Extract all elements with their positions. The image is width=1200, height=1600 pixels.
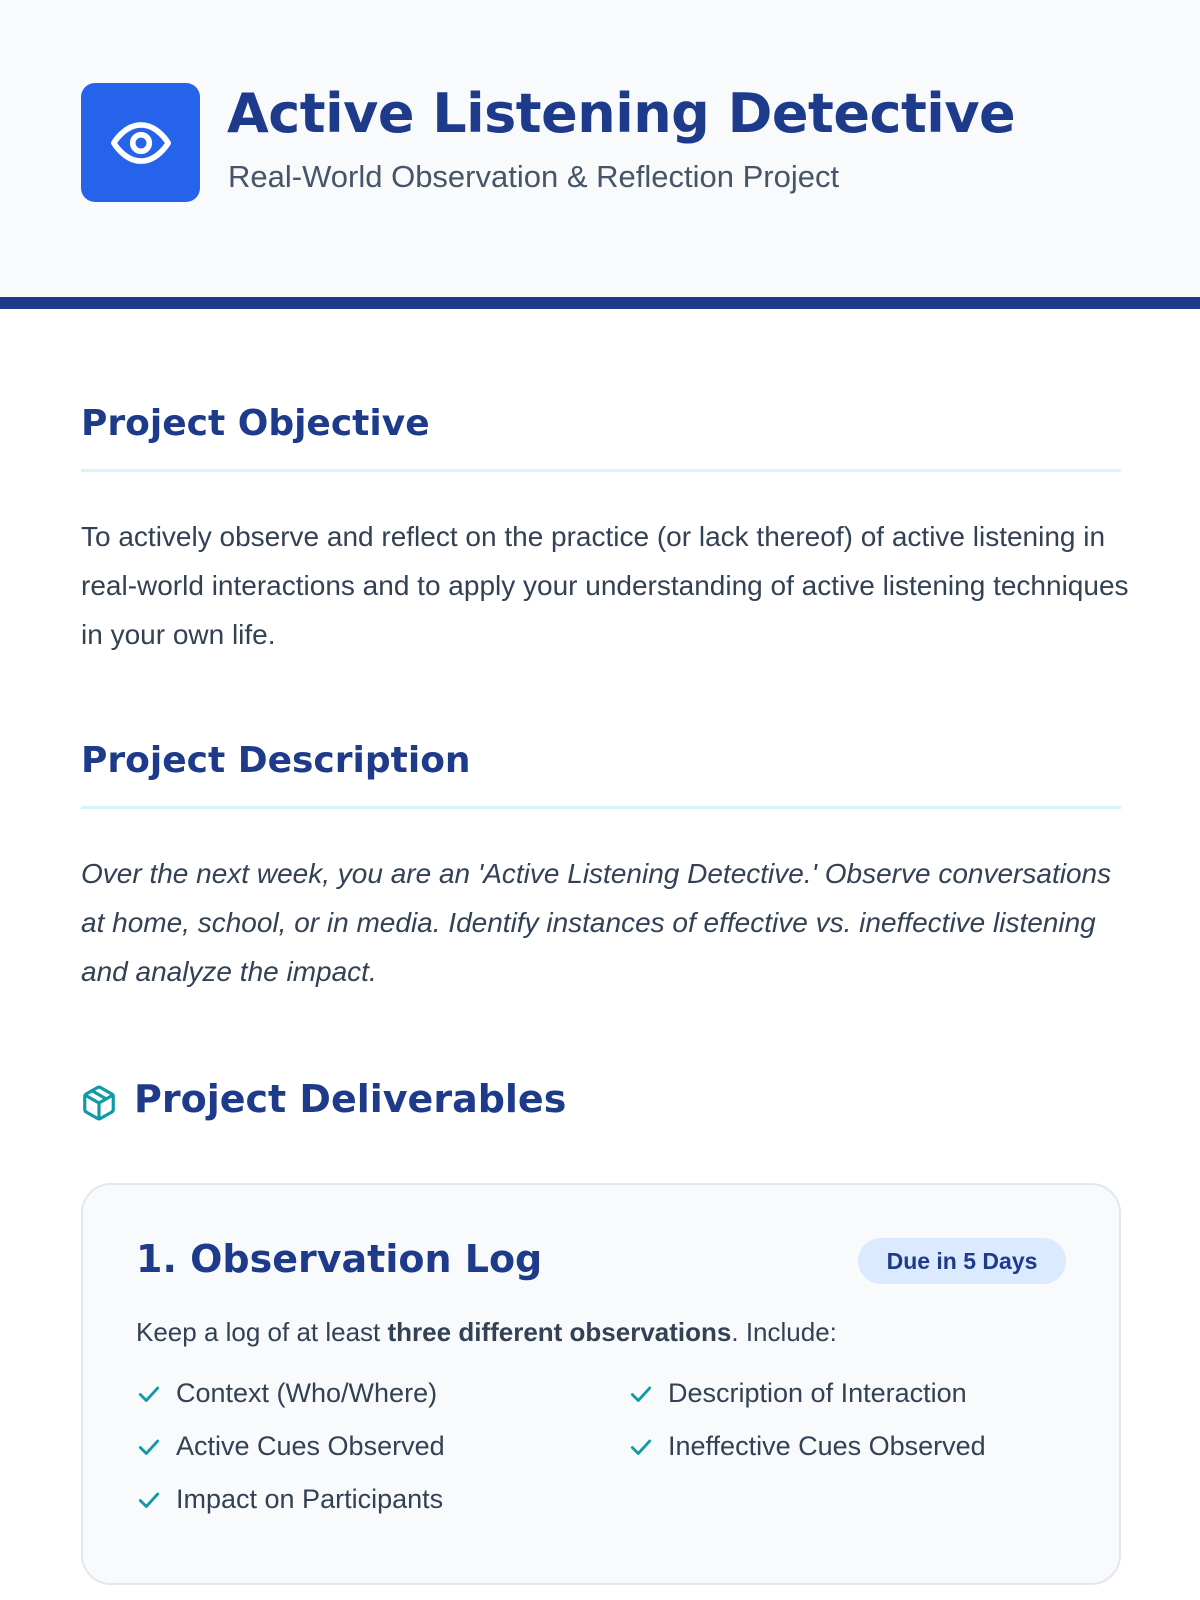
list-item <box>136 1484 443 1515</box>
check-icon <box>628 1381 654 1407</box>
deliverables-heading: Project Deliverables <box>134 1077 567 1121</box>
page-header <box>0 0 1200 309</box>
list-item <box>136 1431 445 1462</box>
card-intro-bold: three different observations <box>387 1317 732 1347</box>
list-item-label: Active Cues Observed <box>176 1431 445 1461</box>
list-item-label: Context (Who/Where) <box>176 1378 438 1408</box>
list-item <box>136 1378 437 1409</box>
objective-heading: Project Objective <box>81 403 430 444</box>
due-badge: Due in 5 Days <box>858 1238 1066 1284</box>
check-icon <box>136 1381 162 1407</box>
description-text: Over the next week, you are an 'Active Listening Detective.' Observe conversations at home, school, or in media. Identify instances of effective vs. ineffective listening and analyze the impact. <box>81 858 1112 987</box>
list-item <box>628 1431 986 1462</box>
card-intro-prefix: Keep a log of at least <box>136 1317 388 1347</box>
deliverable-card-observation-log <box>81 1183 1121 1585</box>
page-subtitle: Real-World Observation & Reflection Project <box>228 159 840 194</box>
card-intro <box>136 1317 837 1348</box>
card-intro-suffix: . Include: <box>731 1317 837 1347</box>
list-item-label: Ineffective Cues Observed <box>668 1431 986 1461</box>
description-divider <box>81 806 1121 809</box>
list-item <box>628 1378 967 1409</box>
logo <box>81 83 200 202</box>
objective-divider <box>81 469 1121 472</box>
card-title: 1. Observation Log <box>136 1237 543 1281</box>
check-icon <box>136 1434 162 1460</box>
check-icon <box>136 1487 162 1513</box>
check-icon <box>628 1434 654 1460</box>
eye-icon <box>110 112 172 174</box>
list-item-label: Description of Interaction <box>668 1378 967 1408</box>
list-item-label: Impact on Participants <box>176 1484 444 1514</box>
description-heading: Project Description <box>81 740 471 781</box>
objective-text: To actively observe and reflect on the practice (or lack thereof) of active listening in real-world interactions and to apply your understanding of active listening techniques in your own life. <box>81 521 1129 650</box>
page-title: Active Listening Detective <box>227 82 1016 145</box>
package-icon <box>80 1084 118 1122</box>
